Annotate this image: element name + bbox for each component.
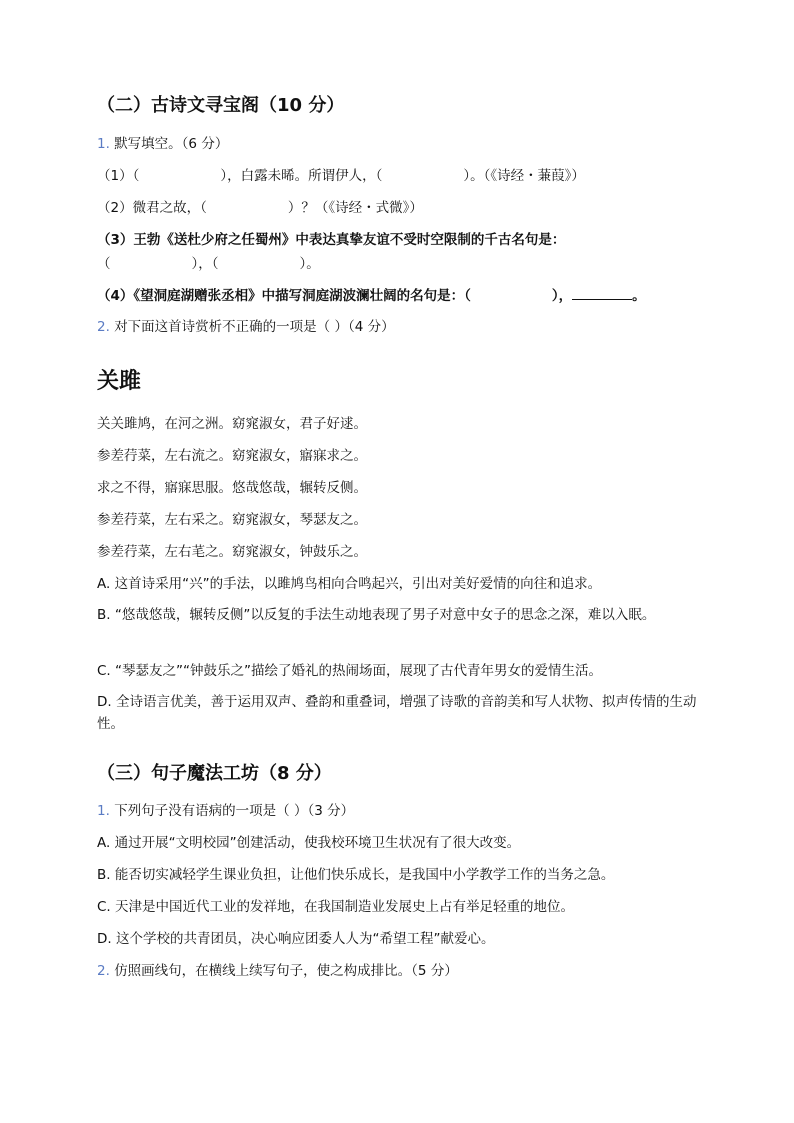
fill-item-1: （1）（ ），白露未晞。所谓伊人，（ ）。（《诗经・蒹葭》） xyxy=(97,168,585,184)
poem-title: 关雎 xyxy=(97,369,142,394)
question-1 xyxy=(97,802,354,820)
option-b: B. “悠哉悠哉，辗转反侧”以反复的手法生动地表现了男子对意中女子的思念之深，难以入眠。 xyxy=(97,607,656,623)
option-b: B. 能否切实减轻学生课业负担，让他们快乐成长，是我国中小学教学工作的当务之急。 xyxy=(97,867,615,883)
option-c: C. 天津是中国近代工业的发祥地，在我国制造业发展史上占有举足轻重的地位。 xyxy=(97,899,575,915)
question-number: 1. xyxy=(97,136,110,152)
fill-item-4 xyxy=(97,287,646,305)
poem-line: 关关雎鸠，在河之洲。窈窕淑女，君子好逑。 xyxy=(97,416,367,432)
option-a: A. 通过开展“文明校园”创建活动，使我校环境卫生状况有了很大改变。 xyxy=(97,835,521,851)
question-2 xyxy=(97,318,395,336)
question-2 xyxy=(97,962,458,980)
option-c: C. “琴瑟友之”“钟鼓乐之”描绘了婚礼的热闹场面，展现了古代青年男女的爱情生活。 xyxy=(97,663,602,679)
poem-line: 参差荇菜，左右流之。窈窕淑女，寤寐求之。 xyxy=(97,448,367,464)
section-title: （二）古诗文寻宝阁（10 分） xyxy=(97,95,345,116)
question-text: 下列句子没有语病的一项是（ ）（3 分） xyxy=(114,803,355,819)
question-text: 对下面这首诗赏析不正确的一项是（ ）（4 分） xyxy=(114,319,395,335)
section-title: （三）句子魔法工坊（8 分） xyxy=(97,763,332,784)
option-d: D. 全诗语言优美，善于运用双声、叠韵和重叠词，增强了诗歌的音韵美和写人状物、拟声传情的生动性。 xyxy=(97,694,697,732)
poem-line: 参差荇菜，左右采之。窈窕淑女，琴瑟友之。 xyxy=(97,512,367,528)
question-text: 默写填空。（6 分） xyxy=(114,136,229,152)
fill-item-3-prompt: （3）王勃《送杜少府之任蜀州》中表达真挚友谊不受时空限制的千古名句是： xyxy=(97,232,566,248)
question-text: 仿照画线句，在横线上续写句子，使之构成排比。（5 分） xyxy=(114,963,458,979)
option-d: D. 这个学校的共青团员，决心响应团委人人为“希望工程”献爱心。 xyxy=(97,931,495,947)
question-number: 1. xyxy=(97,803,110,819)
question-1 xyxy=(97,135,228,153)
poem-line: 求之不得，寤寐思服。悠哉悠哉，辗转反侧。 xyxy=(97,480,367,496)
question-number: 2. xyxy=(97,319,110,335)
fill-item-4-end: 。 xyxy=(632,288,646,304)
fill-item-3-blanks: （ ），（ ）。 xyxy=(97,256,320,272)
fill-item-4-text: （4）《望洞庭湖赠张丞相》中描写洞庭湖波澜壮阔的名句是：（ ）， xyxy=(97,288,573,304)
poem-line: 参差荇菜，左右芼之。窈窕淑女，钟鼓乐之。 xyxy=(97,544,367,560)
answer-blank-line xyxy=(572,287,632,300)
fill-item-2: （2）微君之故，（ ）？（《诗经・式微》） xyxy=(97,200,423,216)
question-number: 2. xyxy=(97,963,110,979)
option-a: A. 这首诗采用“兴”的手法，以雎鸠鸟相向合鸣起兴，引出对美好爱情的向往和追求。 xyxy=(97,576,602,592)
